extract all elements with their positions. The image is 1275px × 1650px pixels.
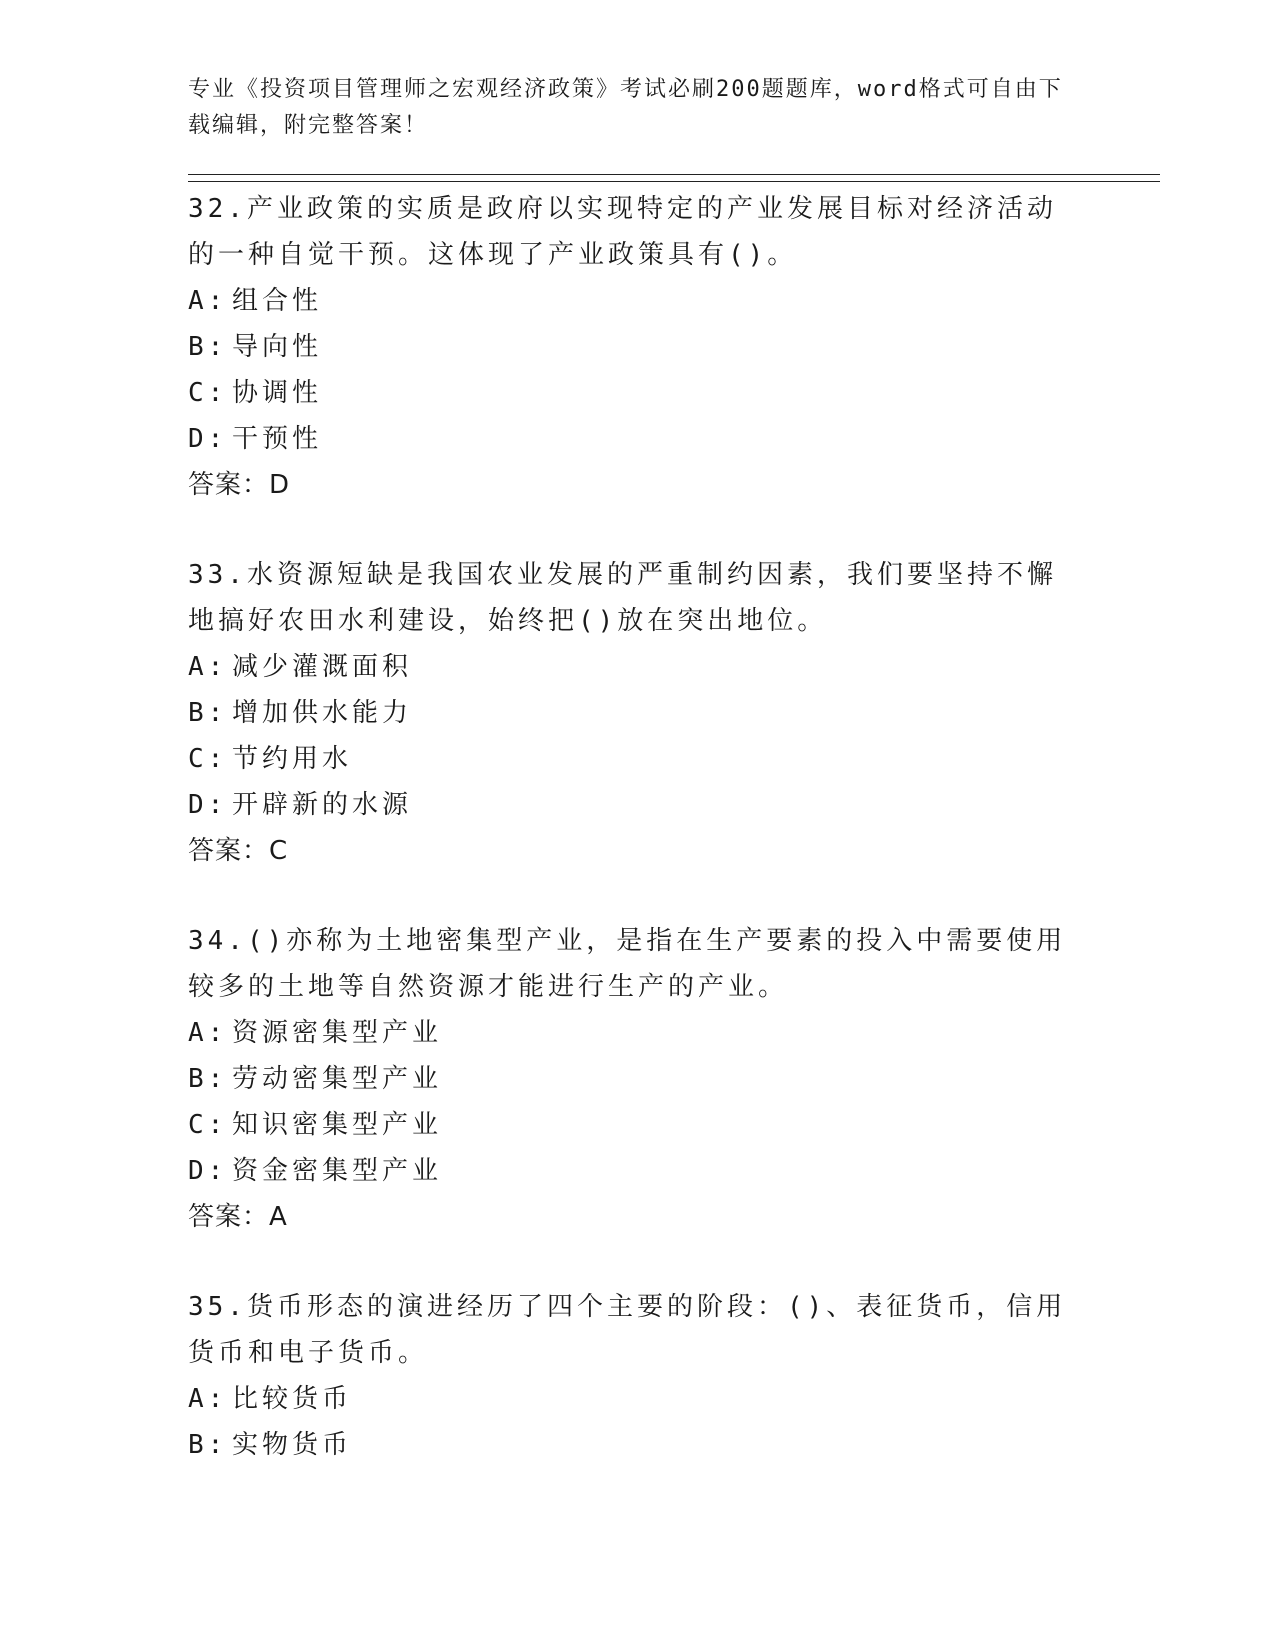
- option-key: A:: [188, 1018, 228, 1048]
- option-b: [188, 690, 1160, 736]
- option-a: [188, 1376, 1160, 1422]
- option-key: A:: [188, 1384, 228, 1414]
- option-text: 节约用水: [232, 744, 353, 774]
- question-stem: 34.()亦称为土地密集型产业，是指在生产要素的投入中需要使用较多的土地等自然资源才能进行生产的产业。: [188, 926, 1067, 1002]
- option-a: [188, 1010, 1160, 1056]
- option-text: 减少灌溉面积: [232, 652, 413, 682]
- option-text: 增加供水能力: [232, 698, 413, 728]
- option-key: D:: [188, 790, 228, 820]
- question-35: [188, 1284, 1160, 1468]
- question-34: [188, 918, 1160, 1240]
- option-key: D:: [188, 1156, 228, 1186]
- option-b: [188, 1422, 1160, 1468]
- option-a: [188, 278, 1160, 324]
- option-c: [188, 736, 1160, 782]
- option-key: D:: [188, 424, 228, 454]
- option-key: A:: [188, 652, 228, 682]
- question-stem: 35.货币形态的演进经历了四个主要的阶段：()、表征货币，信用货币和电子货币。: [188, 1292, 1067, 1368]
- option-text: 协调性: [232, 378, 323, 408]
- question-33: [188, 552, 1160, 874]
- document-page: [188, 72, 1160, 1468]
- option-d: [188, 1148, 1160, 1194]
- option-key: C:: [188, 1110, 228, 1140]
- option-text: 实物货币: [232, 1430, 353, 1460]
- option-text: 知识密集型产业: [232, 1110, 443, 1140]
- option-text: 导向性: [232, 332, 323, 362]
- option-d: [188, 416, 1160, 462]
- option-a: [188, 644, 1160, 690]
- option-key: B:: [188, 698, 228, 728]
- question-32: [188, 186, 1160, 508]
- question-stem: 33.水资源短缺是我国农业发展的严重制约因素，我们要坚持不懈地搞好农田水利建设，始终把()放在突出地位。: [188, 560, 1057, 636]
- option-b: [188, 324, 1160, 370]
- header-divider: [188, 174, 1160, 182]
- document-header: 专业《投资项目管理师之宏观经济政策》考试必刷200题题库，word格式可自由下载编辑，附完整答案！: [188, 77, 1063, 138]
- question-stem: 32.产业政策的实质是政府以实现特定的产业发展目标对经济活动的一种自觉干预。这体现了产业政策具有()。: [188, 194, 1057, 270]
- option-key: B:: [188, 1064, 228, 1094]
- answer-text: 答案：D: [188, 470, 291, 500]
- option-text: 资金密集型产业: [232, 1156, 443, 1186]
- option-key: A:: [188, 286, 228, 316]
- option-c: [188, 370, 1160, 416]
- answer-text: 答案：C: [188, 836, 289, 866]
- option-key: B:: [188, 332, 228, 362]
- option-b: [188, 1056, 1160, 1102]
- answer-text: 答案：A: [188, 1202, 288, 1232]
- option-d: [188, 782, 1160, 828]
- option-text: 资源密集型产业: [232, 1018, 443, 1048]
- option-text: 组合性: [232, 286, 323, 316]
- option-key: B:: [188, 1430, 228, 1460]
- option-c: [188, 1102, 1160, 1148]
- option-key: C:: [188, 378, 228, 408]
- option-text: 干预性: [232, 424, 323, 454]
- option-text: 劳动密集型产业: [232, 1064, 443, 1094]
- option-key: C:: [188, 744, 228, 774]
- option-text: 开辟新的水源: [232, 790, 413, 820]
- option-text: 比较货币: [232, 1384, 353, 1414]
